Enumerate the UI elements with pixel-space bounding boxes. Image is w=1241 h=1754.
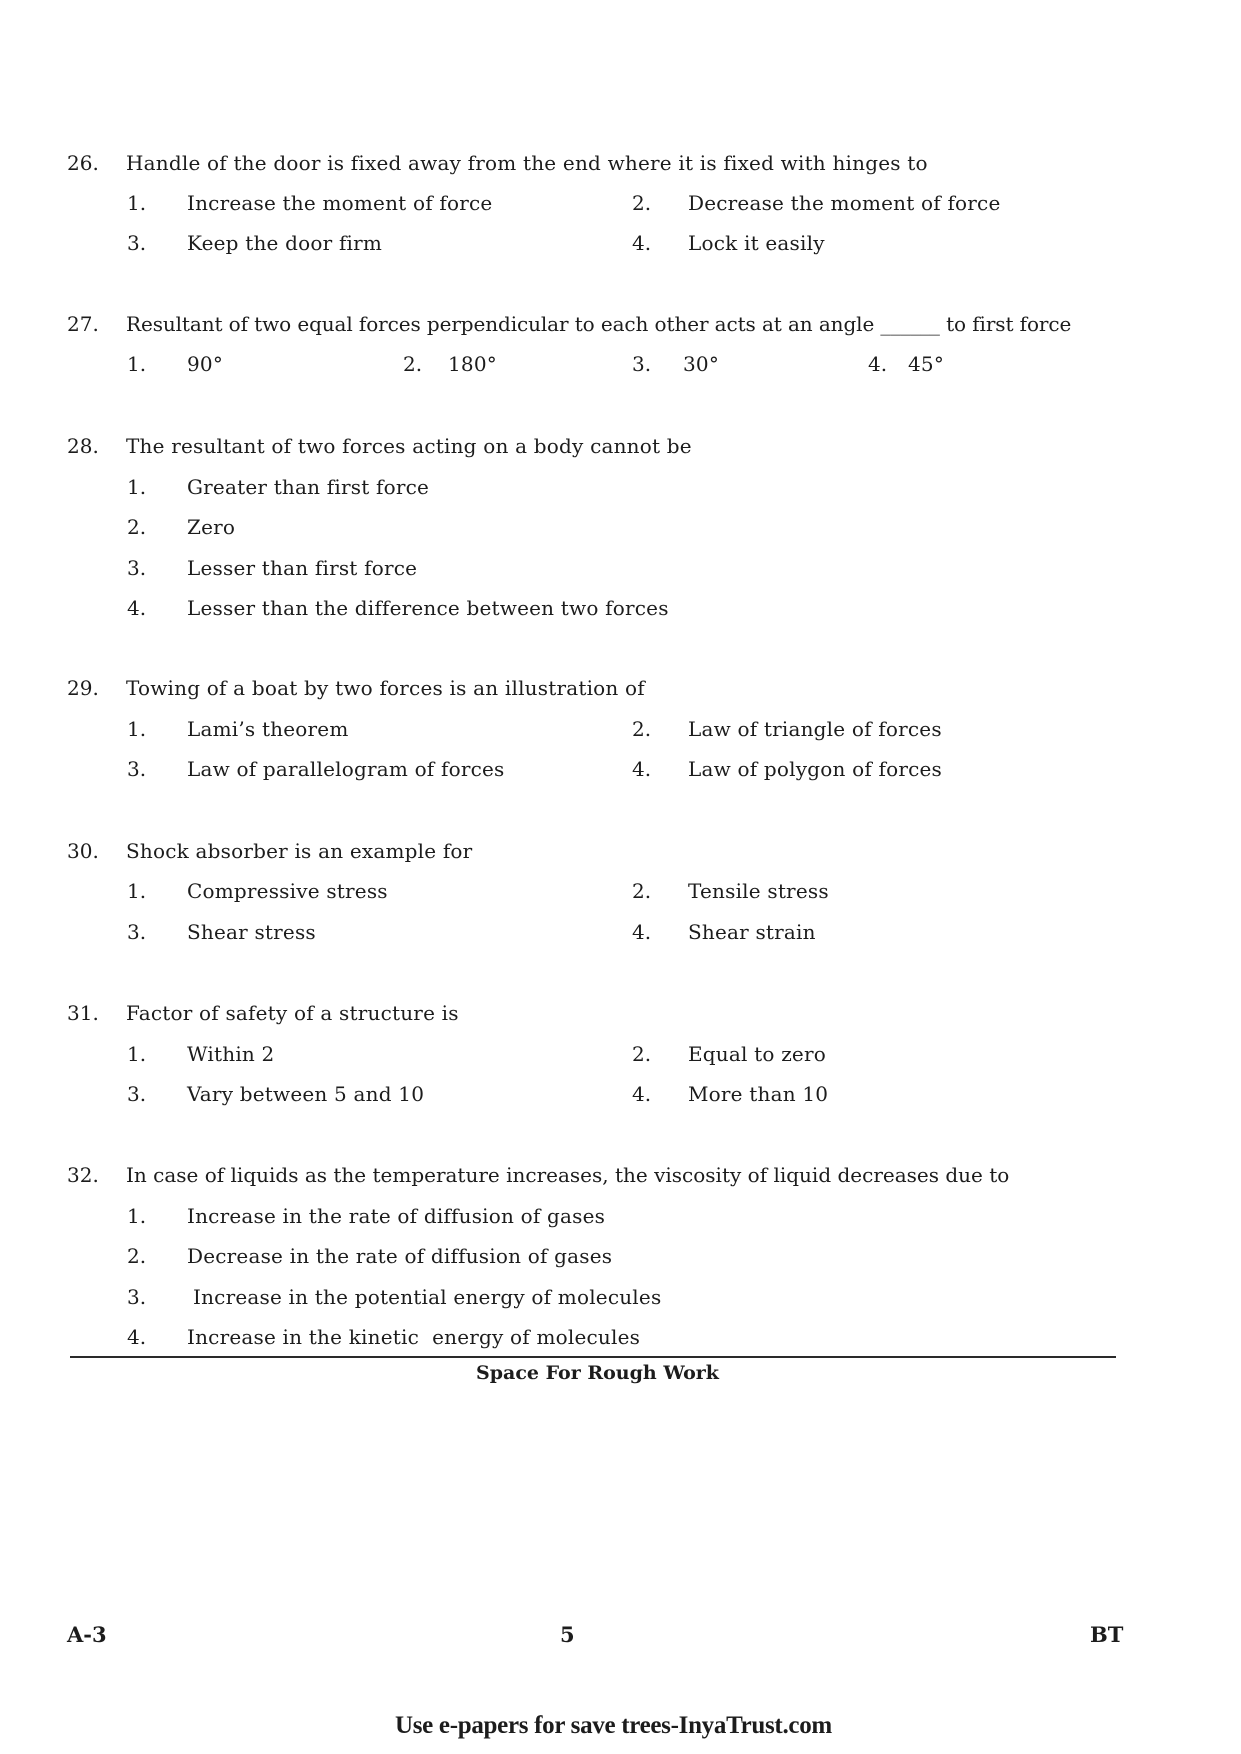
option-text: 45° (908, 352, 945, 376)
question-number: 30. (67, 839, 99, 863)
question-number: 31. (67, 1001, 99, 1025)
rough-work-label: Space For Rough Work (476, 1362, 719, 1384)
option-number: 2. (403, 352, 423, 376)
option-number: 2. (632, 1042, 652, 1066)
option-number: 1. (127, 191, 147, 215)
option-text: Law of parallelogram of forces (187, 757, 505, 781)
question-text: In case of liquids as the temperature increases, the viscosity of liquid decreases due to (126, 1163, 1010, 1187)
option-number: 1. (127, 879, 147, 903)
question-text: Shock absorber is an example for (126, 839, 473, 863)
option-text: Lesser than the difference between two forces (187, 596, 669, 620)
option-text: Law of polygon of forces (688, 757, 943, 781)
option-number: 3. (127, 556, 147, 580)
option-text: Increase in the potential energy of molecules (193, 1285, 662, 1309)
question-text: Handle of the door is fixed away from the end where it is fixed with hinges to (126, 151, 928, 175)
option-number: 4. (632, 920, 652, 944)
option-number: 4. (127, 596, 147, 620)
option-text: 30° (683, 352, 720, 376)
option-number: 4. (127, 1325, 147, 1349)
option-number: 4. (632, 1082, 652, 1106)
option-text: Shear strain (688, 920, 816, 944)
option-text: 180° (448, 352, 497, 376)
footer-subject-code: BT (1090, 1622, 1124, 1647)
option-text: Compressive stress (187, 879, 388, 903)
option-number: 2. (632, 717, 652, 741)
option-text: Shear stress (187, 920, 316, 944)
option-text: Increase the moment of force (187, 191, 493, 215)
option-number: 3. (127, 231, 147, 255)
question-number: 32. (67, 1163, 99, 1187)
option-text: Law of triangle of forces (688, 717, 942, 741)
option-text: Vary between 5 and 10 (187, 1082, 425, 1106)
option-text: Tensile stress (688, 879, 829, 903)
option-number: 3. (127, 757, 147, 781)
question-number: 28. (67, 434, 99, 458)
question-text: The resultant of two forces acting on a body cannot be (126, 434, 692, 458)
option-text: Increase in the rate of diffusion of gases (187, 1204, 606, 1228)
option-number: 4. (868, 352, 888, 376)
option-text: Increase in the kinetic energy of molecules (187, 1325, 641, 1349)
option-text: More than 10 (688, 1082, 829, 1106)
question-number: 29. (67, 676, 99, 700)
option-number: 2. (127, 1244, 147, 1268)
question-number: 27. (67, 312, 99, 336)
option-text: Greater than first force (187, 475, 430, 499)
footer-series-code: A-3 (67, 1622, 107, 1647)
option-text: Lesser than first force (187, 556, 418, 580)
question-text: Factor of safety of a structure is (126, 1001, 459, 1025)
option-number: 1. (127, 1042, 147, 1066)
option-text: Equal to zero (688, 1042, 826, 1066)
option-number: 3. (632, 352, 652, 376)
option-number: 3. (127, 1285, 147, 1309)
option-number: 1. (127, 352, 147, 376)
option-text: Lock it easily (688, 231, 825, 255)
option-text: Within 2 (187, 1042, 275, 1066)
watermark: Use e-papers for save trees-InyaTrust.com (395, 1712, 832, 1739)
option-number: 4. (632, 757, 652, 781)
option-number: 1. (127, 1204, 147, 1228)
option-number: 3. (127, 1082, 147, 1106)
option-text: Keep the door firm (187, 231, 383, 255)
rough-work-divider (70, 1356, 1116, 1358)
option-number: 3. (127, 920, 147, 944)
option-number: 1. (127, 717, 147, 741)
question-text: Resultant of two equal forces perpendicular to each other acts at an angle ______ to first force (126, 312, 1072, 336)
option-number: 2. (127, 515, 147, 539)
page-number: 5 (560, 1622, 575, 1647)
option-text: Decrease the moment of force (688, 191, 1001, 215)
option-number: 2. (632, 191, 652, 215)
option-number: 4. (632, 231, 652, 255)
option-number: 2. (632, 879, 652, 903)
option-text: 90° (187, 352, 224, 376)
option-text: Decrease in the rate of diffusion of gases (187, 1244, 613, 1268)
question-number: 26. (67, 151, 99, 175)
option-text: Lami’s theorem (187, 717, 349, 741)
option-text: Zero (187, 515, 236, 539)
question-text: Towing of a boat by two forces is an illustration of (126, 676, 645, 700)
option-number: 1. (127, 475, 147, 499)
